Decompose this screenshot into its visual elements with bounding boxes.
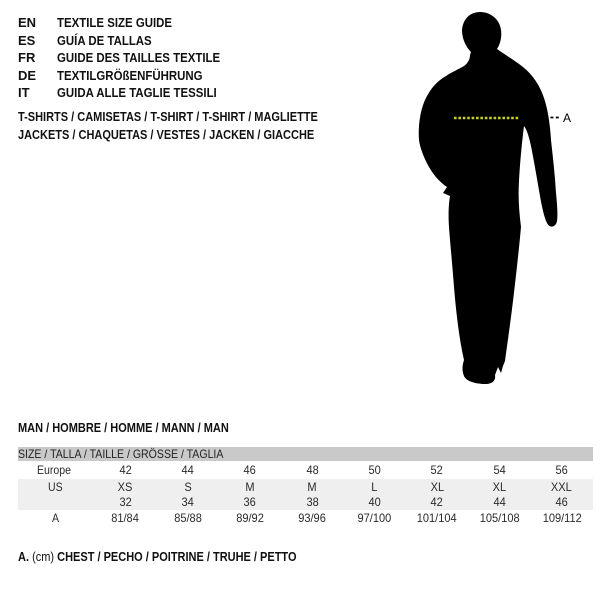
man-silhouette-figure	[400, 5, 580, 390]
cell-value: 81/84	[111, 511, 140, 525]
category-line-tshirts: T-SHIRTS / CAMISETAS / T-SHIRT / T-SHIRT / MAGLIETTE	[18, 110, 318, 124]
cell-value: XL	[430, 479, 444, 494]
man-silhouette	[419, 12, 558, 384]
garment-categories	[18, 108, 359, 144]
language-label: GUÍA DE TALLAS	[57, 32, 152, 48]
cell-value: XXL	[551, 479, 573, 494]
cell-value: S	[183, 479, 192, 494]
cell-value: 42	[119, 463, 132, 477]
language-label: GUIDA ALLE TAGLIE TESSILI	[57, 85, 217, 101]
language-row-fr	[18, 49, 242, 67]
cell-value: 46	[243, 463, 257, 477]
size-table-container	[18, 446, 593, 526]
cell-value: 101/104	[417, 511, 458, 525]
cell-value: 109/112	[542, 511, 582, 525]
cell-value: XS	[117, 479, 133, 494]
cell-value: 48	[306, 463, 319, 477]
footnote-marker: A.	[18, 550, 29, 564]
cell-value: 38	[306, 495, 319, 509]
table-row-us	[18, 479, 593, 494]
cell-value: 93/96	[298, 511, 327, 525]
language-guide-list	[18, 14, 242, 102]
cell-value: 52	[430, 463, 444, 477]
row-label-a: A	[51, 511, 60, 525]
cell-value: L	[371, 479, 378, 494]
cell-value: M	[307, 479, 317, 494]
table-row-europe	[18, 461, 593, 479]
cell-value: 50	[368, 463, 381, 477]
table-row-us-numeric	[18, 494, 593, 510]
language-code: ES	[18, 32, 36, 48]
language-code: DE	[18, 67, 37, 83]
cell-value: 40	[368, 495, 381, 509]
cell-value: 36	[243, 495, 257, 509]
cell-value: 97/100	[357, 511, 392, 525]
cell-value: 85/88	[173, 511, 202, 525]
table-row-chest-a	[18, 510, 593, 526]
language-code: IT	[18, 85, 30, 101]
language-row-en	[18, 14, 242, 32]
cell-value: 44	[493, 495, 506, 509]
language-code: FR	[18, 50, 36, 66]
footnote-text: CHEST / PECHO / POITRINE / TRUHE / PETTO	[57, 550, 297, 564]
language-row-es	[18, 32, 242, 50]
row-label-europe: Europe	[36, 463, 71, 477]
cell-value: 46	[555, 495, 568, 509]
cell-value: 89/92	[236, 511, 264, 525]
cell-value: M	[245, 479, 255, 494]
cell-value: 54	[493, 463, 506, 477]
cell-value: 44	[181, 463, 194, 477]
size-table-header: SIZE / TALLA / TAILLE / GRÖSSE / TAGLIA	[18, 447, 224, 461]
measurement-footnote	[18, 550, 335, 564]
cell-value: 105/108	[479, 511, 520, 525]
size-table	[18, 446, 593, 526]
section-title-man: MAN / HOMBRE / HOMME / MANN / MAN	[18, 421, 229, 435]
language-row-it	[18, 84, 242, 102]
row-label-us: US	[47, 479, 63, 494]
category-line-jackets: JACKETS / CHAQUETAS / VESTES / JACKEN / GIACCHE	[18, 128, 315, 142]
cell-value: 56	[555, 463, 568, 477]
cell-value: 42	[430, 495, 444, 509]
language-label: TEXTILGRÖßENFÜHRUNG	[57, 67, 203, 83]
language-code: EN	[18, 15, 37, 30]
cell-value: 34	[181, 495, 194, 509]
cell-value: 32	[119, 495, 132, 509]
cell-value: XL	[492, 479, 507, 494]
footnote-unit: (cm)	[32, 550, 55, 564]
language-label: TEXTILE SIZE GUIDE	[57, 15, 173, 30]
size-table-header-row	[18, 447, 593, 462]
language-row-de	[18, 67, 242, 85]
measure-label-a: A	[563, 111, 572, 125]
language-label: GUIDE DES TAILLES TEXTILE	[57, 50, 221, 66]
